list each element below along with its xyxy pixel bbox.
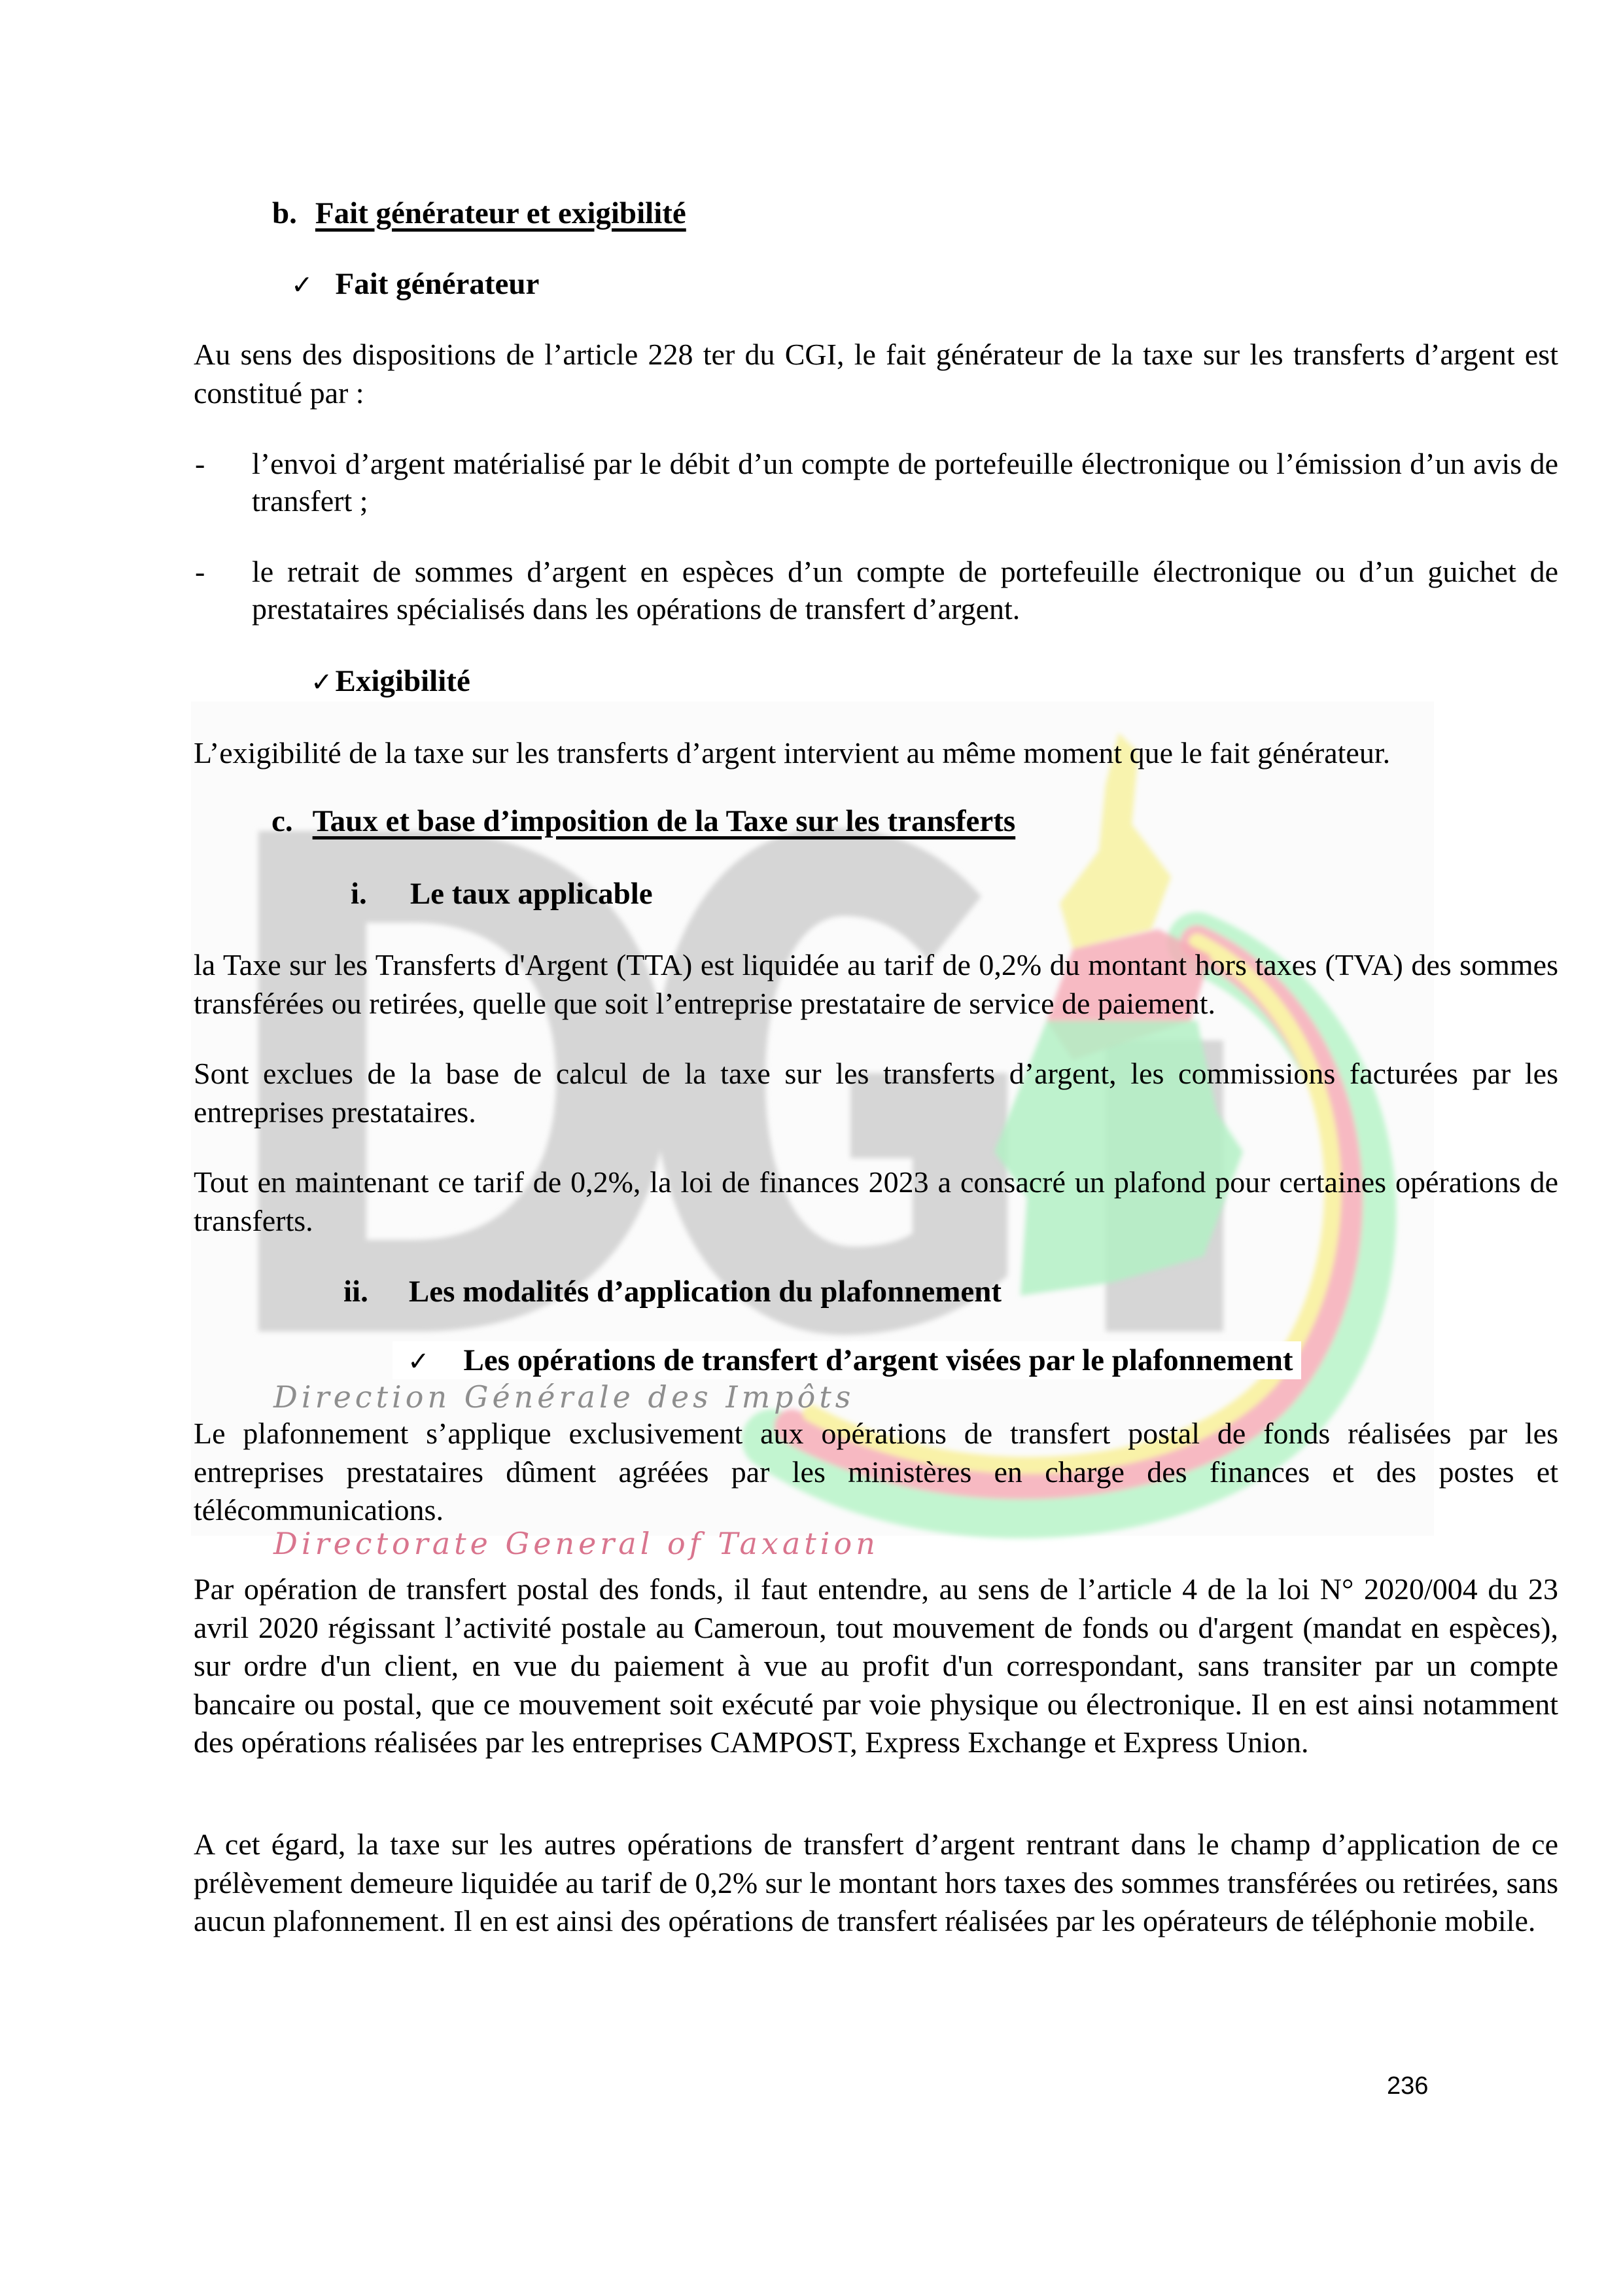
subsection-ii-heading — [343, 1273, 1002, 1311]
subsection-title: Les opérations de transfert d’argent visées par le plafonnement — [463, 1343, 1293, 1377]
watermark-text-en: Directorate General of Taxation — [273, 1526, 879, 1561]
section-marker: b. — [272, 196, 297, 230]
operations-heading — [393, 1341, 1301, 1379]
exigibilite-heading — [311, 662, 470, 701]
bullet-text: le retrait de sommes d’argent en espèces d’un compte de portefeuille électronique ou d’un guichet de prestataires spécialisés dans les opérations de transfert d’argent. — [252, 555, 1558, 626]
section-c-heading — [271, 802, 1015, 840]
watermark-text-fr: Direction Générale des Impôts — [273, 1379, 855, 1415]
subsection-title: Le taux applicable — [410, 877, 653, 911]
paragraph: la Taxe sur les Transferts d'Argent (TTA) est liquidée au tarif de 0,2% du montant hors taxes (TVA) des sommes transférées ou retirées, quelle que soit l’entreprise prestataire de service de paiement. — [194, 948, 1558, 1020]
subsection-title: Les modalités d’application du plafonnement — [408, 1275, 1002, 1309]
check-mark-icon: ✓ — [408, 1347, 430, 1377]
check-mark-icon: ✓ — [291, 270, 313, 300]
paragraph: Sont exclues de la base de calcul de la taxe sur les transferts d’argent, les commissions facturées par les entreprises prestataires. — [194, 1057, 1558, 1129]
subsection-marker: ii. — [343, 1275, 368, 1309]
check-mark-icon: ✓ — [311, 667, 333, 698]
section-marker: c. — [271, 804, 293, 838]
page-number: 236 — [1387, 2072, 1429, 2100]
paragraph: Par opération de transfert postal des fonds, il faut entendre, au sens de l’article 4 de la loi N° 2020/004 du 23 avril 2020 régissant l’activité postale au Cameroun, tout mouvement de fonds ou d'argent (mandat en espèces), sur ordre d'un client, en vue du paiement à vue au profit d'un correspondant, sans transiter par un compte bancaire ou postal, que ce mouvement soit exécuté par voie physique ou électronique. Il en est ainsi notamment des opérations réalisées par les entreprises CAMPOST, Express Exchange et Express Union. — [194, 1572, 1558, 1759]
paragraph: Tout en maintenant ce tarif de 0,2%, la loi de finances 2023 a consacré un plafond pour certaines opérations de transferts. — [194, 1165, 1558, 1237]
subsection-title: Fait générateur — [335, 267, 540, 301]
paragraph: Le plafonnement s’applique exclusivement aux opérations de transfert postal de fonds réalisées par les entreprises prestataires dûment agréées par les ministères en charge des finances et des postes et télécommunications. — [194, 1417, 1558, 1527]
section-title: Taux et base d’imposition de la Taxe sur les transferts — [312, 804, 1016, 838]
paragraph: L’exigibilité de la taxe sur les transferts d’argent intervient au même moment que le fait générateur. — [194, 736, 1391, 769]
paragraph: Au sens des dispositions de l’article 228 ter du CGI, le fait générateur de la taxe sur les transferts d’argent est constitué par : — [194, 338, 1558, 410]
subsection-title: Exigibilité — [335, 664, 470, 698]
bullet-text: l’envoi d’argent matérialisé par le débit d’un compte de portefeuille électronique ou l’émission d’un avis de transfert ; — [252, 447, 1558, 518]
fait-generateur-heading — [291, 265, 539, 304]
subsection-i-heading — [351, 875, 653, 913]
paragraph: A cet égard, la taxe sur les autres opérations de transfert d’argent rentrant dans le champ d’application de ce prélèvement demeure liquidée au tarif de 0,2% sur le montant hors taxes des sommes transférées ou retirées, sans aucun plafonnement. Il en est ainsi des opérations de transfert réalisées par les opérateurs de téléphonie mobile. — [194, 1828, 1558, 1937]
section-title: Fait générateur et exigibilité — [315, 196, 686, 230]
bullet-dash: - — [195, 447, 205, 480]
bullet-dash: - — [195, 555, 205, 588]
subsection-marker: i. — [351, 877, 367, 911]
section-b-heading — [272, 194, 686, 232]
